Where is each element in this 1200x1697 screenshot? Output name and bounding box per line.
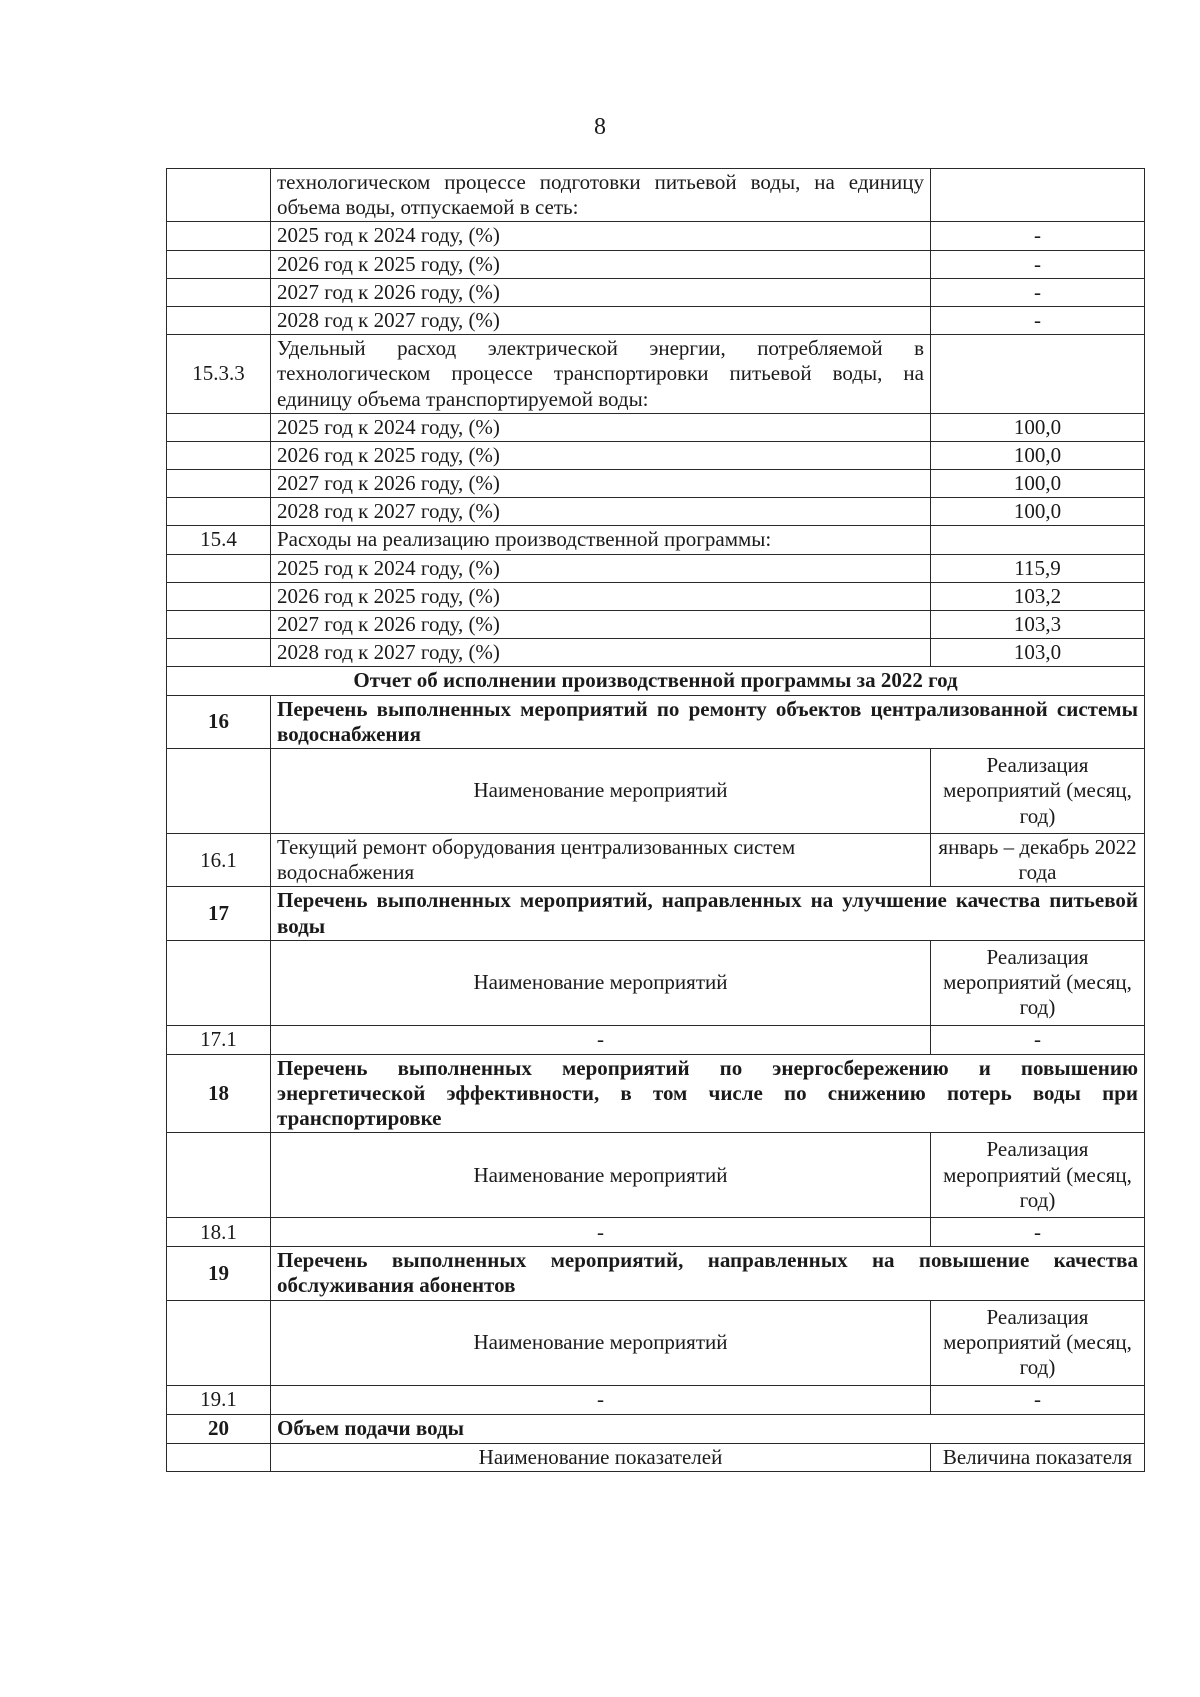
indicator-row <box>167 250 1145 278</box>
section-18-title: Перечень выполненных мероприятий по энергосбережению и повышению энергетической эффективности, в том числе по снижению потерь воды при транспортировке <box>271 1054 1145 1133</box>
indicator-row <box>167 306 1145 334</box>
row-text: Расходы на реализацию производственной программы: <box>271 526 931 554</box>
indicator-row <box>167 582 1145 610</box>
row-number <box>167 554 271 582</box>
section-17-row <box>167 887 1145 940</box>
row-text: технологическом процессе подготовки питьевой воды, на единицу объема воды, отпускаемой в сеть: <box>271 169 931 222</box>
row-value <box>931 335 1145 414</box>
row-value: 103,0 <box>931 639 1145 667</box>
row-text: 2026 год к 2025 году, (%) <box>271 250 931 278</box>
row-value: - <box>931 306 1145 334</box>
section-20-col-value: Величина показателя <box>931 1443 1145 1471</box>
indicator-row <box>167 639 1145 667</box>
indicator-row <box>167 611 1145 639</box>
section-19-col-name: Наименование мероприятий <box>271 1300 931 1385</box>
section-18-header-num <box>167 1133 271 1218</box>
section-17-col-name: Наименование мероприятий <box>271 940 931 1025</box>
section-16-row <box>167 695 1145 748</box>
item-text: - <box>271 1385 931 1414</box>
page-number: 8 <box>594 114 606 140</box>
section-20-title: Объем подачи воды <box>271 1414 1145 1443</box>
row-number <box>167 250 271 278</box>
row-value: - <box>931 222 1145 250</box>
item-number: 16.1 <box>167 833 271 886</box>
section-16-item <box>167 833 1145 886</box>
section-18-item <box>167 1218 1145 1247</box>
section-19-header-num <box>167 1300 271 1385</box>
row-value: 103,2 <box>931 582 1145 610</box>
section-17-col-impl: Реализация мероприятий (месяц, год) <box>931 940 1145 1025</box>
row-number: 15.3.3 <box>167 335 271 414</box>
section-20-header <box>167 1443 1145 1471</box>
row-number <box>167 222 271 250</box>
section-19-row <box>167 1247 1145 1300</box>
row-text: 2026 год к 2025 году, (%) <box>271 441 931 469</box>
row-text: 2028 год к 2027 году, (%) <box>271 498 931 526</box>
item-value: январь – декабрь 2022 года <box>931 833 1145 886</box>
item-number: 17.1 <box>167 1025 271 1054</box>
item-text: - <box>271 1218 931 1247</box>
item-number: 19.1 <box>167 1385 271 1414</box>
section-19-item <box>167 1385 1145 1414</box>
section-18-col-impl: Реализация мероприятий (месяц, год) <box>931 1133 1145 1218</box>
row-number <box>167 498 271 526</box>
section-19-number: 19 <box>167 1247 271 1300</box>
report-title-row <box>167 667 1145 695</box>
report-section <box>167 667 1145 1471</box>
section-19-col-impl: Реализация мероприятий (месяц, год) <box>931 1300 1145 1385</box>
row-text: 2027 год к 2026 году, (%) <box>271 278 931 306</box>
section-16-col-impl: Реализация мероприятий (месяц, год) <box>931 748 1145 833</box>
section-18-row <box>167 1054 1145 1133</box>
row-text: 2025 год к 2024 году, (%) <box>271 413 931 441</box>
item-text: Текущий ремонт оборудования централизованных систем водоснабжения <box>271 833 931 886</box>
section-17-number: 17 <box>167 887 271 940</box>
section-19-title: Перечень выполненных мероприятий, направленных на повышение качества обслуживания абонентов <box>271 1247 1145 1300</box>
row-text: 2027 год к 2026 году, (%) <box>271 611 931 639</box>
indicator-row <box>167 470 1145 498</box>
row-value: 100,0 <box>931 413 1145 441</box>
indicator-row <box>167 335 1145 414</box>
section-16-header-num <box>167 748 271 833</box>
section-17-item <box>167 1025 1145 1054</box>
section-20-header-num <box>167 1443 271 1471</box>
row-text: 2025 год к 2024 году, (%) <box>271 222 931 250</box>
row-text: 2025 год к 2024 году, (%) <box>271 554 931 582</box>
item-value: - <box>931 1218 1145 1247</box>
row-number <box>167 278 271 306</box>
row-number <box>167 306 271 334</box>
indicator-row <box>167 498 1145 526</box>
section-20-col-name: Наименование показателей <box>271 1443 931 1471</box>
row-value: - <box>931 278 1145 306</box>
section-20-row <box>167 1414 1145 1443</box>
indicator-row <box>167 169 1145 222</box>
row-value: 100,0 <box>931 498 1145 526</box>
item-value: - <box>931 1025 1145 1054</box>
row-number: 15.4 <box>167 526 271 554</box>
program-table <box>166 168 1145 1472</box>
row-value: - <box>931 250 1145 278</box>
report-title: Отчет об исполнении производственной программы за 2022 год <box>167 667 1145 695</box>
row-value <box>931 169 1145 222</box>
row-value <box>931 526 1145 554</box>
indicator-row <box>167 554 1145 582</box>
row-value: 103,3 <box>931 611 1145 639</box>
item-value: - <box>931 1385 1145 1414</box>
row-value: 100,0 <box>931 441 1145 469</box>
indicator-row <box>167 413 1145 441</box>
row-number <box>167 413 271 441</box>
row-text: Удельный расход электрической энергии, потребляемой в технологическом процессе транспортировки питьевой воды, на единицу объема транспортируемой воды: <box>271 335 931 414</box>
row-value: 100,0 <box>931 470 1145 498</box>
section-18-number: 18 <box>167 1054 271 1133</box>
item-text: - <box>271 1025 931 1054</box>
indicator-row <box>167 441 1145 469</box>
row-number <box>167 169 271 222</box>
section-17-title: Перечень выполненных мероприятий, направленных на улучшение качества питьевой воды <box>271 887 1145 940</box>
indicator-rows <box>167 169 1145 667</box>
section-17-header <box>167 940 1145 1025</box>
section-18-header <box>167 1133 1145 1218</box>
row-text: 2027 год к 2026 году, (%) <box>271 470 931 498</box>
row-value: 115,9 <box>931 554 1145 582</box>
indicator-row <box>167 526 1145 554</box>
indicator-row <box>167 222 1145 250</box>
row-text: 2026 год к 2025 году, (%) <box>271 582 931 610</box>
row-number <box>167 470 271 498</box>
row-text: 2028 год к 2027 году, (%) <box>271 639 931 667</box>
section-18-col-name: Наименование мероприятий <box>271 1133 931 1218</box>
row-number <box>167 639 271 667</box>
section-16-header <box>167 748 1145 833</box>
section-19-header <box>167 1300 1145 1385</box>
section-17-header-num <box>167 940 271 1025</box>
row-number <box>167 441 271 469</box>
row-number <box>167 582 271 610</box>
section-16-title: Перечень выполненных мероприятий по ремонту объектов централизованной системы водоснабжения <box>271 695 1145 748</box>
section-16-number: 16 <box>167 695 271 748</box>
section-20-number: 20 <box>167 1414 271 1443</box>
row-number <box>167 611 271 639</box>
item-number: 18.1 <box>167 1218 271 1247</box>
section-16-col-name: Наименование мероприятий <box>271 748 931 833</box>
row-text: 2028 год к 2027 году, (%) <box>271 306 931 334</box>
indicator-row <box>167 278 1145 306</box>
